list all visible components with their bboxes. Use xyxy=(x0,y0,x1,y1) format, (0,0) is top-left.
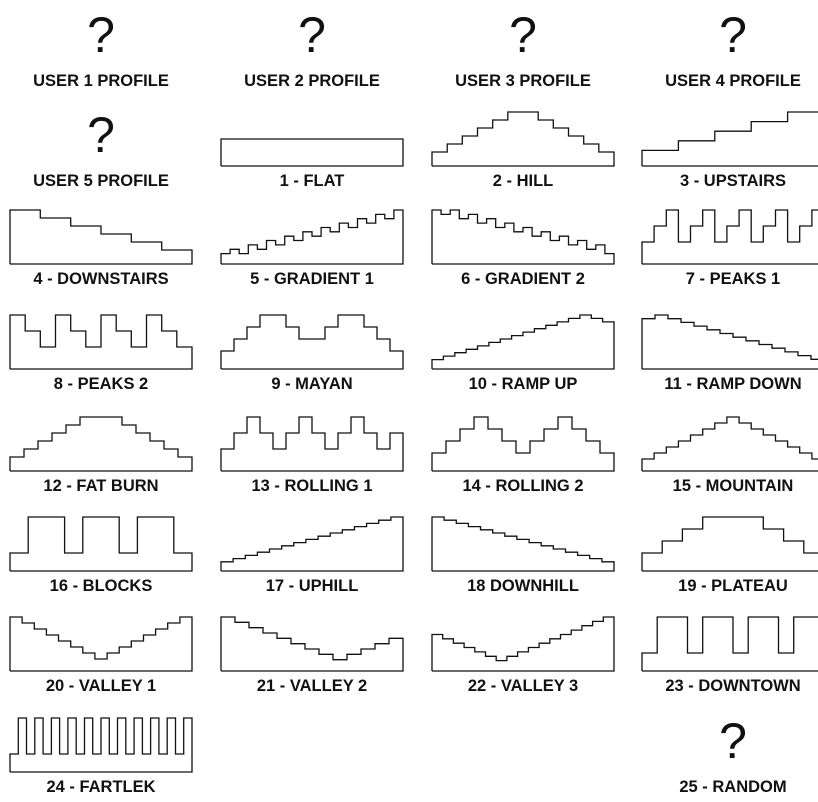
profile-outline xyxy=(432,517,614,571)
profile-outline xyxy=(221,139,403,166)
profile-label: 20 - VALLEY 1 xyxy=(45,677,157,695)
profile-5-gradient-1 xyxy=(221,198,403,294)
profile-label: 10 - RAMP UP xyxy=(468,375,578,393)
profile-6-gradient-2 xyxy=(432,198,614,294)
profile-2-hill xyxy=(432,100,614,196)
profile-outline xyxy=(642,315,818,369)
profile-graph xyxy=(10,198,192,266)
profile-graph xyxy=(221,303,403,371)
profile-outline xyxy=(432,315,614,369)
profile-label: 22 - VALLEY 3 xyxy=(467,677,579,695)
profile-graph xyxy=(642,605,818,673)
profile-graph xyxy=(642,303,818,371)
profile-label: 17 - UPHILL xyxy=(265,577,359,595)
profile-label: 8 - PEAKS 2 xyxy=(53,375,149,393)
profile-graph xyxy=(432,605,614,673)
question-mark-icon: ? xyxy=(87,7,115,63)
profile-15-mountain xyxy=(642,405,818,501)
profile-outline xyxy=(10,617,192,671)
profile-label: 23 - DOWNTOWN xyxy=(665,677,801,695)
profile-graph xyxy=(432,303,614,371)
profile-label: 4 - DOWNSTAIRS xyxy=(33,270,169,288)
profile-graph xyxy=(10,505,192,573)
profile-outline xyxy=(642,112,818,166)
profile-outline xyxy=(432,417,614,471)
profile-7-peaks-1 xyxy=(642,198,818,294)
profile-graph xyxy=(642,505,818,573)
profile-label: 14 - ROLLING 2 xyxy=(462,477,584,495)
profile-4-downstairs xyxy=(10,198,192,294)
profile-outline xyxy=(432,210,614,264)
profile-user-2-profile xyxy=(221,0,403,96)
profile-label: USER 3 PROFILE xyxy=(455,72,591,90)
profile-8-peaks-2 xyxy=(10,303,192,399)
profile-graph xyxy=(432,505,614,573)
profile-label: 13 - ROLLING 1 xyxy=(251,477,373,495)
profile-11-ramp-down xyxy=(642,303,818,399)
profile-label: 24 - FARTLEK xyxy=(46,778,156,796)
profile-outline xyxy=(221,517,403,571)
profile-24-fartlek xyxy=(10,706,192,802)
profile-label: 5 - GRADIENT 1 xyxy=(250,270,374,288)
profile-graph xyxy=(221,505,403,573)
profile-outline xyxy=(10,210,192,264)
profile-outline xyxy=(221,210,403,264)
profile-22-valley-3 xyxy=(432,605,614,701)
profile-outline xyxy=(221,315,403,369)
profile-outline xyxy=(221,417,403,471)
profile-outline xyxy=(10,417,192,471)
profile-label: 3 - UPSTAIRS xyxy=(679,172,787,190)
profile-label: 25 - RANDOM xyxy=(679,778,787,796)
profile-label: 15 - MOUNTAIN xyxy=(672,477,794,495)
profile-graph xyxy=(10,706,192,774)
profile-label: 2 - HILL xyxy=(492,172,554,190)
profile-outline xyxy=(642,417,818,471)
question-mark-icon: ? xyxy=(298,7,326,63)
profile-user-5-profile xyxy=(10,100,192,196)
profile-graph xyxy=(432,405,614,473)
profile-graph xyxy=(642,405,818,473)
profile-graph xyxy=(10,303,192,371)
profile-graph xyxy=(10,405,192,473)
question-mark-icon: ? xyxy=(719,7,747,63)
profile-1-flat xyxy=(221,100,403,196)
profile-graph xyxy=(221,198,403,266)
profile-21-valley-2 xyxy=(221,605,403,701)
profile-graph xyxy=(432,100,614,168)
profile-label: USER 1 PROFILE xyxy=(33,72,169,90)
profile-label: 16 - BLOCKS xyxy=(49,577,153,595)
profile-outline xyxy=(221,617,403,671)
profile-label: USER 4 PROFILE xyxy=(665,72,801,90)
profile-outline xyxy=(10,718,192,772)
profile-20-valley-1 xyxy=(10,605,192,701)
profile-outline xyxy=(642,517,818,571)
profile-18-downhill xyxy=(432,505,614,601)
profile-outline xyxy=(642,617,818,671)
profile-graph xyxy=(221,405,403,473)
profile-9-mayan xyxy=(221,303,403,399)
profile-user-3-profile xyxy=(432,0,614,96)
profile-graph xyxy=(432,198,614,266)
profile-3-upstairs xyxy=(642,100,818,196)
profile-outline xyxy=(10,517,192,571)
profile-graph xyxy=(221,605,403,673)
profile-label: USER 5 PROFILE xyxy=(33,172,169,190)
profile-graph xyxy=(221,100,403,168)
profile-label: 7 - PEAKS 1 xyxy=(685,270,781,288)
profile-graph xyxy=(10,605,192,673)
question-mark-icon: ? xyxy=(509,7,537,63)
profile-label: 1 - FLAT xyxy=(279,172,345,190)
profile-outline xyxy=(10,315,192,369)
profile-user-1-profile xyxy=(10,0,192,96)
profile-label: 19 - PLATEAU xyxy=(678,577,788,595)
profile-label: 6 - GRADIENT 2 xyxy=(461,270,585,288)
profile-10-ramp-up xyxy=(432,303,614,399)
profile-12-fat-burn xyxy=(10,405,192,501)
profile-graph xyxy=(642,198,818,266)
profile-outline xyxy=(642,210,818,264)
profile-label: 21 - VALLEY 2 xyxy=(256,677,368,695)
profile-label: 11 - RAMP DOWN xyxy=(664,375,802,393)
question-mark-icon: ? xyxy=(87,107,115,163)
profile-label: 12 - FAT BURN xyxy=(43,477,159,495)
profile-outline xyxy=(432,617,614,671)
profile-label: 9 - MAYAN xyxy=(271,375,353,393)
profile-25-random xyxy=(642,706,818,802)
profile-19-plateau xyxy=(642,505,818,601)
question-mark-icon: ? xyxy=(719,713,747,769)
profile-label: USER 2 PROFILE xyxy=(244,72,380,90)
profile-16-blocks xyxy=(10,505,192,601)
profile-14-rolling-2 xyxy=(432,405,614,501)
profile-13-rolling-1 xyxy=(221,405,403,501)
profile-label: 18 DOWNHILL xyxy=(467,577,579,595)
profile-graph xyxy=(642,100,818,168)
profile-outline xyxy=(432,112,614,166)
profile-17-uphill xyxy=(221,505,403,601)
profile-user-4-profile xyxy=(642,0,818,96)
profile-23-downtown xyxy=(642,605,818,701)
